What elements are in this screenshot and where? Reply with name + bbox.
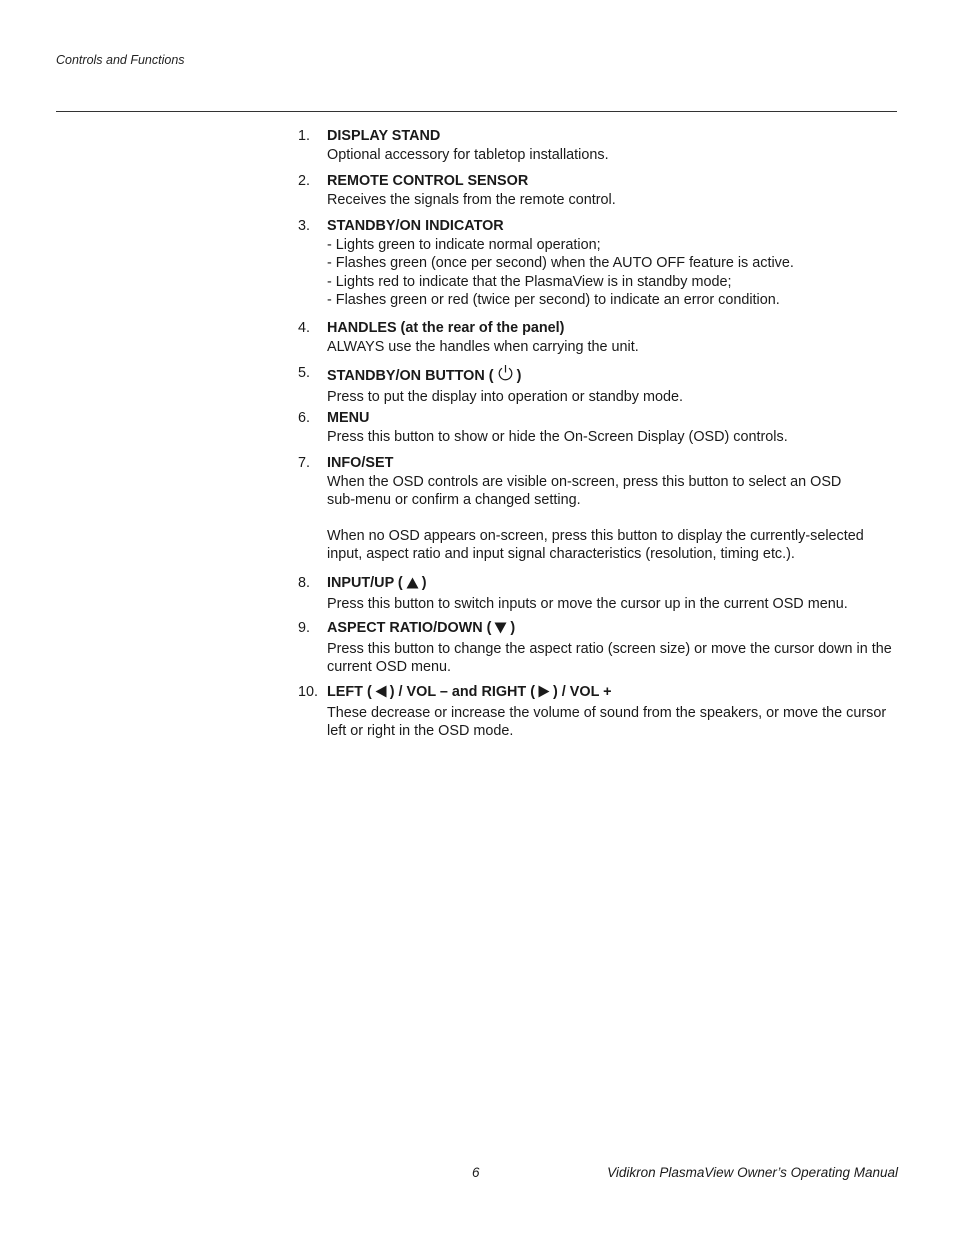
left-arrow-icon xyxy=(375,685,387,704)
item-title: STANDBY/ON INDICATOR xyxy=(327,218,504,234)
item-number: 2. xyxy=(298,173,311,189)
item-title: DISPLAY STAND xyxy=(327,128,441,144)
item-description: Optional accessory for tabletop installations. xyxy=(327,146,609,163)
right-arrow-icon xyxy=(538,685,550,704)
up-arrow-icon xyxy=(406,576,419,595)
item-title: LEFT ( ) / VOL – and RIGHT ( ) / VOL + xyxy=(327,683,899,704)
item-number: 10. xyxy=(298,684,319,700)
item-number: 5. xyxy=(298,365,311,381)
item-number: 1. xyxy=(298,128,311,144)
item-description: Press to put the display into operation or standby mode. xyxy=(327,388,683,405)
item-description-line: input, aspect ratio and input signal characteristics (resolution, timing etc.). xyxy=(327,546,795,562)
item-description-line: sub-menu or confirm a changed setting. xyxy=(327,492,581,508)
item-description: Press this button to show or hide the On-Screen Display (OSD) controls. xyxy=(327,428,788,445)
item-description-line: These decrease or increase the volume of sound from the speakers, or move the cursor xyxy=(327,704,887,721)
item-title: REMOTE CONTROL SENSOR xyxy=(327,173,529,189)
item-title: MENU xyxy=(327,410,370,426)
down-arrow-icon xyxy=(494,621,507,640)
power-icon xyxy=(497,364,514,388)
item-description: ALWAYS use the handles when carrying the unit. xyxy=(327,338,639,355)
item-number: 8. xyxy=(298,575,311,591)
manual-title: Vidikron PlasmaView Owner’s Operating Manual xyxy=(607,1165,898,1180)
item-title: INFO/SET xyxy=(327,455,394,471)
header-rule xyxy=(56,111,897,112)
item-description-line: - Flashes green (once per second) when the AUTO OFF feature is active. xyxy=(327,255,794,271)
item-description-line: current OSD menu. xyxy=(327,659,451,675)
item-number: 3. xyxy=(298,218,311,234)
item-title: STANDBY/ON BUTTON ( ) xyxy=(327,364,899,388)
item-title: INPUT/UP ( ) xyxy=(327,574,899,595)
item-description-line: left or right in the OSD mode. xyxy=(327,723,514,739)
item-description-line: - Flashes green or red (twice per second) to indicate an error condition. xyxy=(327,292,780,308)
running-head: Controls and Functions xyxy=(56,53,185,67)
paragraph-gap xyxy=(327,510,899,527)
item-description-line: When the OSD controls are visible on-screen, press this button to select an OSD xyxy=(327,473,842,490)
item-description: Press this button to switch inputs or move the cursor up in the current OSD menu. xyxy=(327,595,848,612)
item-description-line: - Lights green to indicate normal operation; xyxy=(327,236,601,253)
item-title: ASPECT RATIO/DOWN ( ) xyxy=(327,619,899,640)
item-number: 4. xyxy=(298,320,311,336)
item-number: 7. xyxy=(298,455,311,471)
item-description-line: When no OSD appears on-screen, press this button to display the currently-selected xyxy=(327,527,864,544)
item-number: 9. xyxy=(298,620,311,636)
item-description-line: - Lights red to indicate that the PlasmaView is in standby mode; xyxy=(327,273,732,290)
page-number: 6 xyxy=(472,1165,480,1180)
item-description: Receives the signals from the remote control. xyxy=(327,191,616,208)
item-description-line: Press this button to change the aspect ratio (screen size) or move the cursor down in the xyxy=(327,640,892,657)
item-title: HANDLES (at the rear of the panel) xyxy=(327,320,565,336)
item-number: 6. xyxy=(298,410,311,426)
